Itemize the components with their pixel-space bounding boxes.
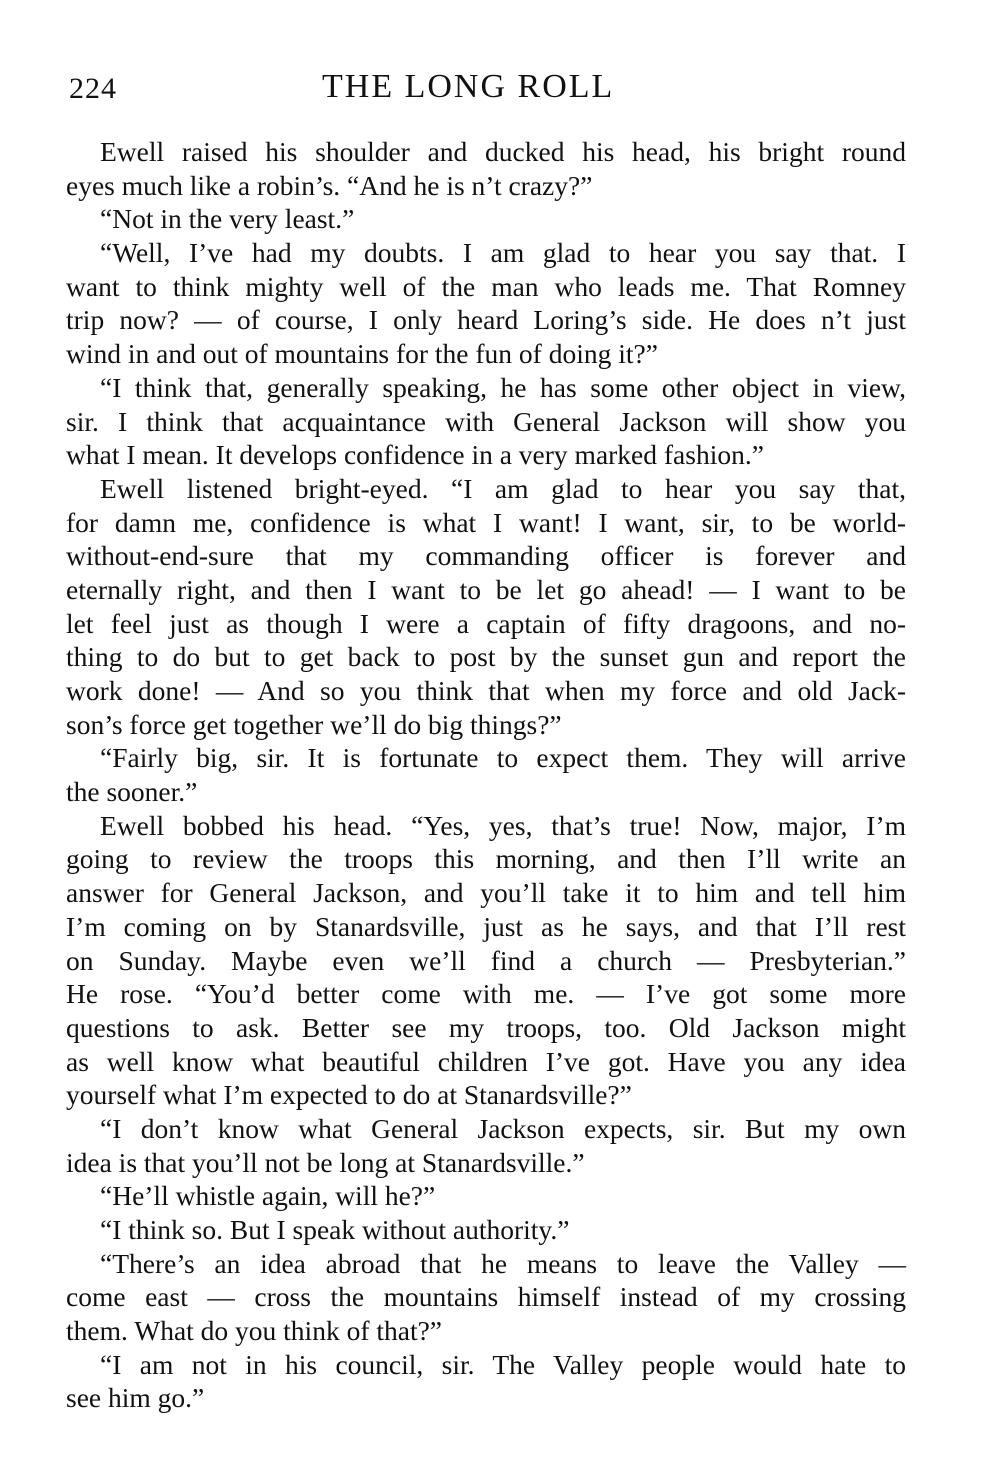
text-line: answer for General Jackson, and you’ll take it to him and tell him — [66, 877, 906, 909]
text-line: let feel just as though I were a captain of fifty dragoons, and no- — [66, 607, 906, 639]
text-line: want to think mighty well of the man who leads me. That Romney — [66, 270, 906, 302]
text-line: I’m coming on by Stanardsville, just as he says, and that I’ll rest — [66, 910, 906, 942]
text-line: idea is that you’ll not be long at Stanardsville.” — [66, 1146, 585, 1178]
text-line: as well know what beautiful children I’ve got. Have you any idea — [66, 1045, 906, 1077]
text-line: wind in and out of mountains for the fun of doing it?” — [66, 338, 658, 370]
text-line: “I am not in his council, sir. The Valley people would hate to — [100, 1348, 906, 1380]
text-line: for damn me, confidence is what I want! I want, sir, to be world- — [66, 506, 906, 538]
body-text — [66, 135, 906, 1415]
text-line: sir. I think that acquaintance with General Jackson will show you — [66, 405, 906, 437]
text-line: Ewell raised his shoulder and ducked his head, his bright round — [100, 136, 906, 167]
text-line: yourself what I’m expected to do at Stanardsville?” — [66, 1079, 632, 1111]
text-line: He rose. “You’d better come with me. — I’ve got some more — [66, 978, 906, 1010]
text-line: them. What do you think of that?” — [66, 1315, 443, 1347]
text-line: work done! — And so you think that when my force and old Jack- — [66, 675, 906, 706]
text-line: questions to ask. Better see my troops, too. Old Jackson might — [66, 1011, 906, 1043]
text-line: “There’s an idea abroad that he means to leave the Valley — — [100, 1247, 906, 1279]
text-line: “Not in the very least.” — [100, 203, 355, 235]
text-line: “Fairly big, sir. It is fortunate to expect them. They will arrive — [100, 742, 906, 774]
text-line: “He’ll whistle again, will he?” — [100, 1180, 436, 1212]
text-line: eyes much like a robin’s. “And he is n’t crazy?” — [66, 169, 593, 201]
text-line: Ewell listened bright-eyed. “I am glad to hear you say that, — [100, 472, 906, 504]
running-head: THE LONG ROLL — [322, 68, 615, 105]
text-line: Ewell bobbed his head. “Yes, yes, that’s true! Now, major, I’m — [100, 809, 906, 841]
text-line: see him go.” — [66, 1382, 205, 1414]
text-line: thing to do but to get back to post by the sunset gun and report the — [66, 641, 906, 673]
text-line: come east — cross the mountains himself instead of my crossing — [66, 1281, 906, 1313]
page-number: 224 — [69, 72, 117, 105]
text-line: “I think so. But I speak without authority.” — [100, 1214, 570, 1245]
text-line: “I think that, generally speaking, he has some other object in view, — [100, 371, 906, 403]
text-line: “Well, I’ve had my doubts. I am glad to hear you say that. I — [100, 237, 906, 269]
text-line: eternally right, and then I want to be let go ahead! — I want to be — [66, 573, 906, 605]
text-line: on Sunday. Maybe even we’ll find a church — Presbyterian.” — [66, 944, 906, 976]
text-line: trip now? — of course, I only heard Loring’s side. He does n’t just — [66, 304, 906, 336]
text-line: what I mean. It develops confidence in a very marked fashion.” — [66, 439, 764, 471]
text-line: without-end-sure that my commanding officer is forever and — [66, 540, 906, 572]
text-line: son’s force get together we’ll do big things?” — [66, 708, 562, 740]
text-line: going to review the troops this morning, and then I’ll write an — [66, 843, 906, 875]
text-line: “I don’t know what General Jackson expects, sir. But my own — [100, 1112, 906, 1144]
text-line: the sooner.” — [66, 776, 198, 808]
